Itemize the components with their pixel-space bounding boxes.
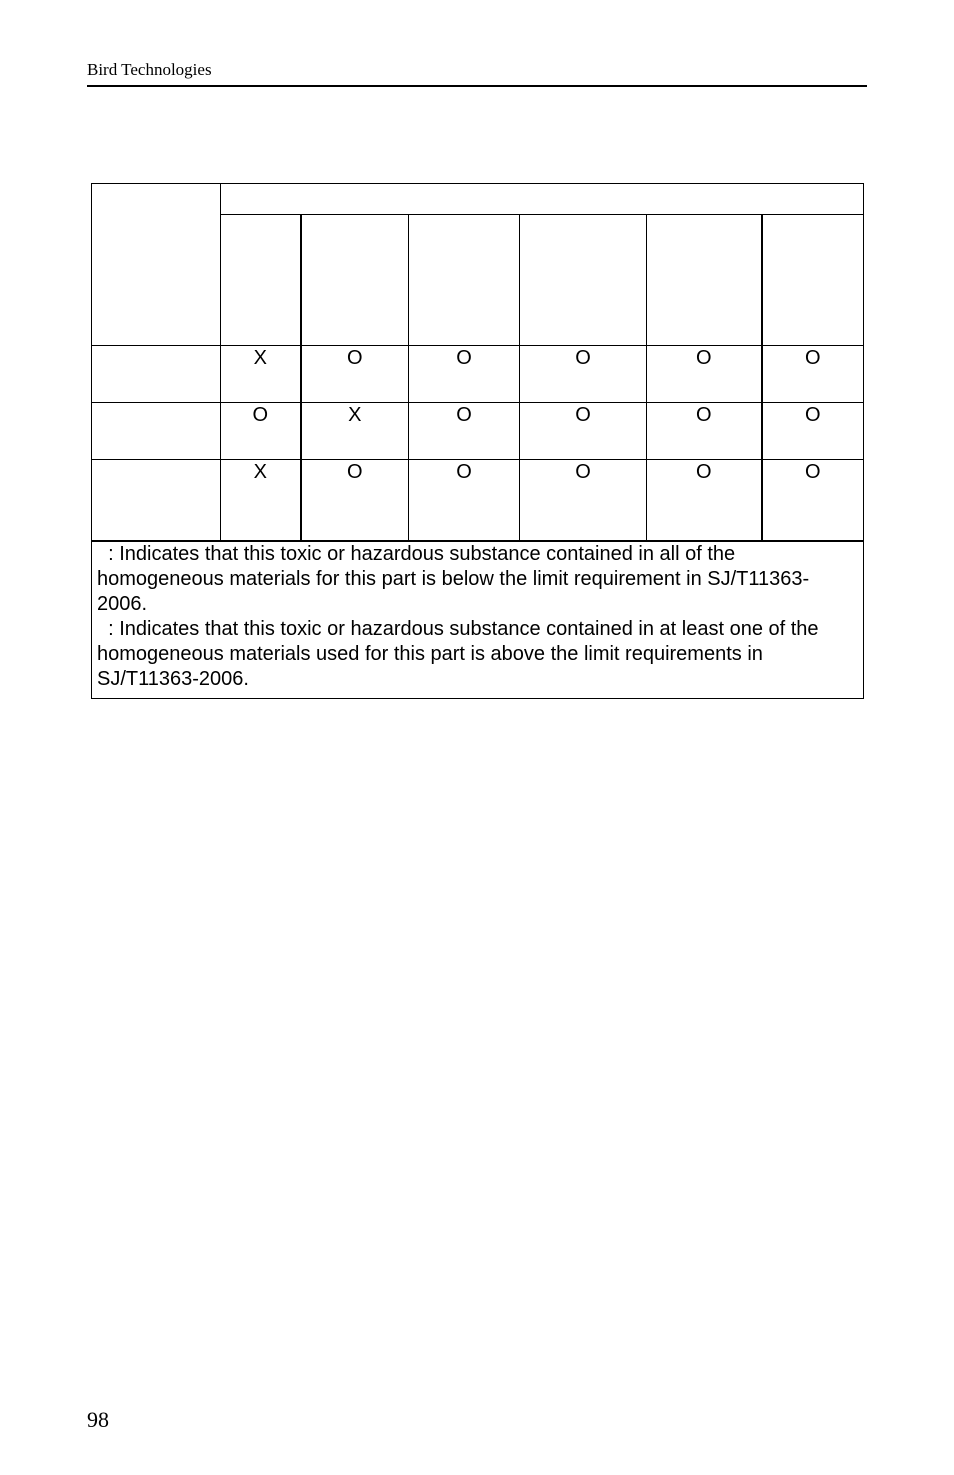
substance-mark: O [221,403,301,460]
notes-cell [92,541,864,699]
part-name-cell [92,346,221,403]
substance-header-cell [301,215,409,346]
substance-header-cell [221,215,301,346]
note-above-limit: : Indicates that this toxic or hazardous substance contained in at least one of the homogeneous materials used for this part is above the limit requirements in SJ/T11363-2006. [97,618,819,690]
page-number: 98 [87,1407,109,1432]
substance-mark: X [221,346,301,403]
substance-mark: O [520,403,647,460]
substance-mark: O [520,346,647,403]
substance-mark: O [409,460,520,542]
substance-mark: O [647,346,762,403]
substance-header-cell [520,215,647,346]
hazardous-substance-table [91,183,864,699]
substance-mark: O [647,460,762,542]
header-rule [87,85,867,87]
substance-mark: O [762,403,864,460]
substance-mark: O [762,346,864,403]
substances-group-header-cell [221,184,864,215]
substance-mark: O [301,460,409,542]
substance-mark: O [520,460,647,542]
substance-mark: O [301,346,409,403]
running-header: Bird Technologies [87,60,212,79]
substance-header-cell [762,215,864,346]
table-row [92,403,864,460]
substance-header-cell [647,215,762,346]
substance-mark: X [221,460,301,542]
table-row [92,460,864,542]
substance-mark: X [301,403,409,460]
table-row [92,346,864,403]
substance-header-cell [409,215,520,346]
part-name-cell [92,403,221,460]
substance-mark: O [409,346,520,403]
note-below-limit: : Indicates that this toxic or hazardous substance contained in all of the homogeneous materials for this part is below the limit requirement in SJ/T11363-2006. [97,543,810,615]
part-name-header-cell [92,184,221,346]
substance-mark: O [409,403,520,460]
notes-row [92,541,864,699]
part-name-cell [92,460,221,542]
table-header-row-top [92,184,864,215]
substance-mark: O [647,403,762,460]
substance-mark: O [762,460,864,542]
